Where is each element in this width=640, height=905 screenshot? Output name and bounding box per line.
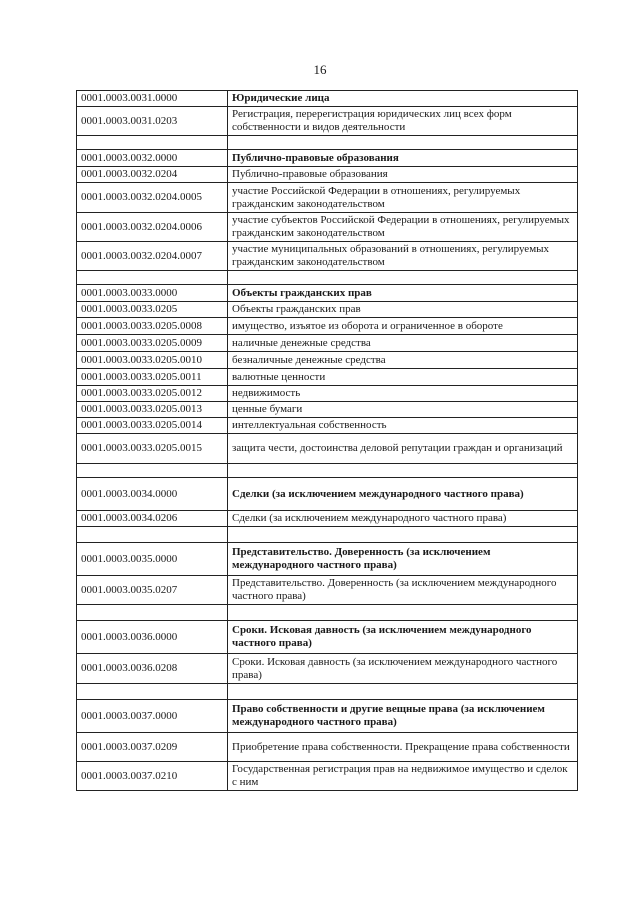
table-row	[77, 733, 578, 762]
classifier-code: 0001.0003.0037.0000	[77, 700, 228, 733]
section-title: Право собственности и другие вещные права (за исключением международного частного права)	[228, 700, 578, 733]
spacer-cell	[77, 605, 228, 621]
classifier-description: ценные бумаги	[228, 402, 578, 418]
table-row	[77, 402, 578, 418]
section-title: Сделки (за исключением международного частного права)	[228, 478, 578, 511]
spacer-cell	[77, 527, 228, 543]
table-row	[77, 576, 578, 605]
spacer-cell	[228, 684, 578, 700]
classifier-code: 0001.0003.0033.0205.0012	[77, 386, 228, 402]
classifier-code: 0001.0003.0033.0205.0011	[77, 369, 228, 386]
classifier-description: наличные денежные средства	[228, 335, 578, 352]
classifier-code: 0001.0003.0035.0000	[77, 543, 228, 576]
classifier-code: 0001.0003.0033.0205	[77, 302, 228, 318]
spacer-row	[77, 605, 578, 621]
table-row	[77, 183, 578, 213]
classifier-code: 0001.0003.0031.0000	[77, 91, 228, 107]
classifier-code: 0001.0003.0033.0000	[77, 285, 228, 302]
classifier-description: недвижимость	[228, 386, 578, 402]
classifier-table-body	[77, 91, 578, 791]
spacer-cell	[228, 136, 578, 150]
spacer-cell	[228, 271, 578, 285]
spacer-row	[77, 684, 578, 700]
section-heading-row	[77, 91, 578, 107]
table-row	[77, 511, 578, 527]
section-heading-row	[77, 621, 578, 654]
section-title: Публично-правовые образования	[228, 150, 578, 167]
classifier-description: участие Российской Федерации в отношениях, регулируемых гражданским законодательством	[228, 183, 578, 213]
table-row	[77, 762, 578, 791]
classifier-description: участие субъектов Российской Федерации в отношениях, регулируемых гражданским законодательством	[228, 213, 578, 242]
classifier-code: 0001.0003.0033.0205.0015	[77, 434, 228, 464]
table-row	[77, 434, 578, 464]
spacer-cell	[228, 605, 578, 621]
classifier-code: 0001.0003.0033.0205.0008	[77, 318, 228, 335]
section-heading-row	[77, 150, 578, 167]
spacer-row	[77, 136, 578, 150]
table-row	[77, 654, 578, 684]
spacer-row	[77, 271, 578, 285]
page-number: 16	[313, 62, 327, 77]
table-row	[77, 352, 578, 369]
classifier-description: Регистрация, перерегистрация юридических лиц всех форм собственности и видов деятельности	[228, 107, 578, 136]
classifier-code: 0001.0003.0033.0205.0014	[77, 418, 228, 434]
classifier-code: 0001.0003.0033.0205.0009	[77, 335, 228, 352]
table-row	[77, 242, 578, 271]
table-row	[77, 369, 578, 386]
table-row	[77, 107, 578, 136]
section-heading-row	[77, 543, 578, 576]
classifier-description: участие муниципальных образований в отношениях, регулируемых гражданским законодательством	[228, 242, 578, 271]
section-heading-row	[77, 700, 578, 733]
classifier-code: 0001.0003.0034.0206	[77, 511, 228, 527]
table-row	[77, 213, 578, 242]
classifier-table	[76, 90, 578, 791]
classifier-code: 0001.0003.0032.0204.0006	[77, 213, 228, 242]
classifier-description: валютные ценности	[228, 369, 578, 386]
spacer-cell	[77, 271, 228, 285]
section-title: Юридические лица	[228, 91, 578, 107]
spacer-row	[77, 464, 578, 478]
spacer-cell	[77, 684, 228, 700]
classifier-description: Приобретение права собственности. Прекращение права собственности	[228, 733, 578, 762]
classifier-code: 0001.0003.0031.0203	[77, 107, 228, 136]
classifier-description: Сроки. Исковая давность (за исключением международного частного права)	[228, 654, 578, 684]
section-heading-row	[77, 285, 578, 302]
table-row	[77, 386, 578, 402]
classifier-description: интеллектуальная собственность	[228, 418, 578, 434]
classifier-code: 0001.0003.0035.0207	[77, 576, 228, 605]
classifier-description: безналичные денежные средства	[228, 352, 578, 369]
classifier-description: защита чести, достоинства деловой репутации граждан и организаций	[228, 434, 578, 464]
classifier-code: 0001.0003.0036.0208	[77, 654, 228, 684]
classifier-description: Публично-правовые образования	[228, 167, 578, 183]
classifier-code: 0001.0003.0032.0204.0005	[77, 183, 228, 213]
spacer-cell	[228, 464, 578, 478]
classifier-code: 0001.0003.0037.0209	[77, 733, 228, 762]
table-row	[77, 167, 578, 183]
table-row	[77, 302, 578, 318]
table-row	[77, 318, 578, 335]
classifier-description: Государственная регистрация прав на недвижимое имущество и сделок с ним	[228, 762, 578, 791]
classifier-description: Представительство. Доверенность (за исключением международного частного права)	[228, 576, 578, 605]
classifier-code: 0001.0003.0033.0205.0010	[77, 352, 228, 369]
section-title: Объекты гражданских прав	[228, 285, 578, 302]
classifier-code: 0001.0003.0036.0000	[77, 621, 228, 654]
classifier-code: 0001.0003.0032.0000	[77, 150, 228, 167]
spacer-row	[77, 527, 578, 543]
classifier-code: 0001.0003.0033.0205.0013	[77, 402, 228, 418]
classifier-description: имущество, изъятое из оборота и ограниченное в обороте	[228, 318, 578, 335]
classifier-description: Объекты гражданских прав	[228, 302, 578, 318]
table-row	[77, 335, 578, 352]
classifier-code: 0001.0003.0032.0204	[77, 167, 228, 183]
spacer-cell	[77, 464, 228, 478]
classifier-description: Сделки (за исключением международного частного права)	[228, 511, 578, 527]
classifier-code: 0001.0003.0032.0204.0007	[77, 242, 228, 271]
spacer-cell	[228, 527, 578, 543]
section-title: Сроки. Исковая давность (за исключением международного частного права)	[228, 621, 578, 654]
classifier-code: 0001.0003.0037.0210	[77, 762, 228, 791]
table-row	[77, 418, 578, 434]
section-title: Представительство. Доверенность (за исключением международного частного права)	[228, 543, 578, 576]
section-heading-row	[77, 478, 578, 511]
spacer-cell	[77, 136, 228, 150]
classifier-code: 0001.0003.0034.0000	[77, 478, 228, 511]
